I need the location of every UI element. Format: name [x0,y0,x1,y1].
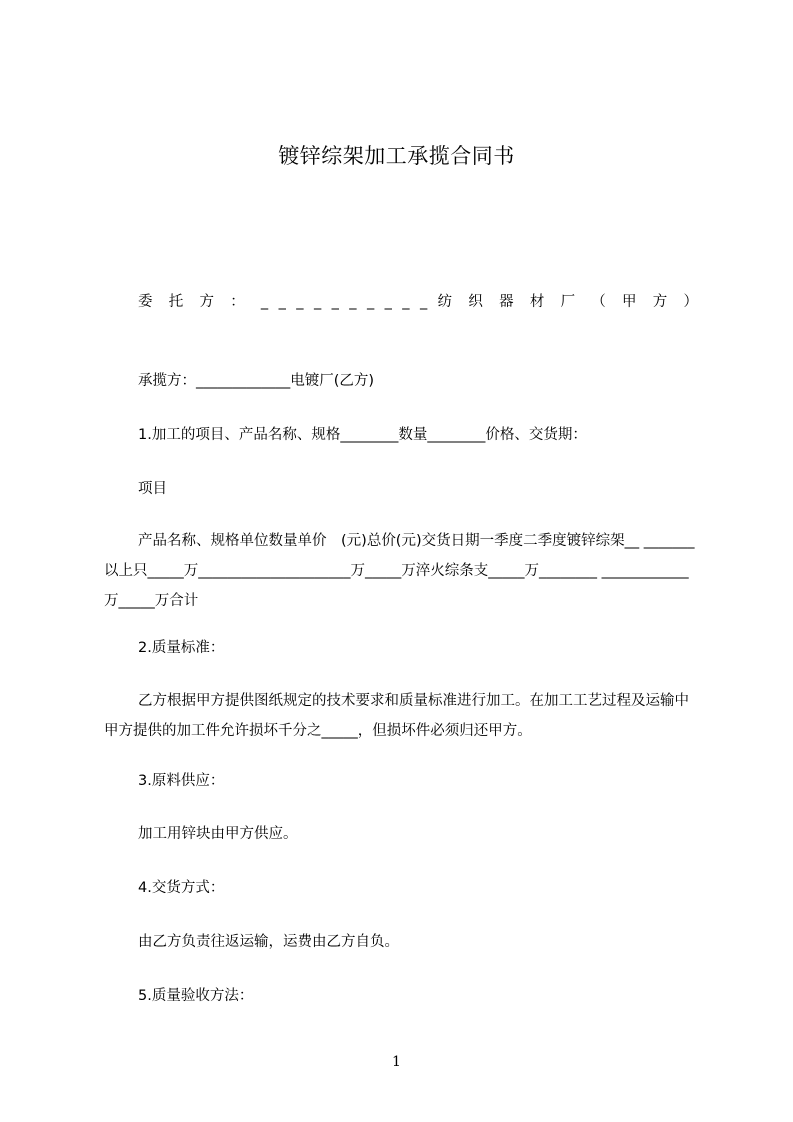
section-5-heading: 5.质量验收方法： [138,988,254,1004]
section-1-item-label: 项目 [138,481,167,497]
section-4-body: 由乙方负责往返运输，运费由乙方自负。 [138,934,399,950]
section-2-body: 乙方根据甲方提供图纸规定的技术要求和质量标准进行加工。在加工工艺过程及运输中甲方提供的加工件允许损坏千分之_____，但损坏件必须归还甲方。 [104,693,689,739]
document-title: 镀锌综架加工承揽合同书 [278,144,515,168]
section-3-body: 加工用锌块由甲方供应。 [138,826,298,842]
section-4-heading: 4.交货方式： [138,880,225,896]
client-party-line: 委 托 方 ： _ _ _ _ _ _ _ _ _ _ 纺 织 器 材 厂 （ 甲 方 ） [138,294,698,310]
section-1-table-text: 产品名称、规格单位数量单价 (元)总价(元)交货日期一季度二季度镀锌综架__ _______以上只_____万_____________________万_____万淬火综条支_____万________ ____________万_____万合计 [104,533,695,609]
section-2-heading: 2.质量标准： [138,640,225,656]
contractor-party-line: 承揽方：_____________电镀厂(乙方) [138,373,375,389]
section-1-heading: 1.加工的项目、产品名称、规格________数量________价格、交货期： [138,427,587,443]
page-number: 1 [392,1054,401,1070]
section-3-heading: 3.原料供应： [138,773,225,789]
